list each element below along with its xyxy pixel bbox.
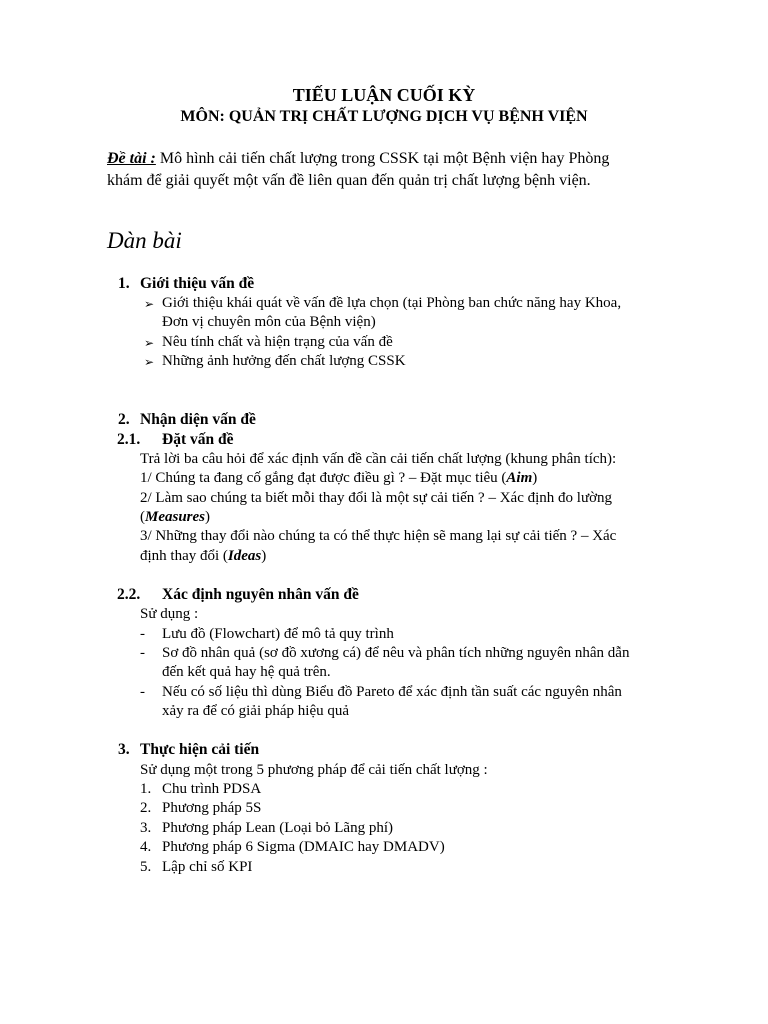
- list-item: [140, 819, 393, 839]
- list-item: [140, 838, 445, 858]
- s22-item-3: Nếu có số liệu thì dùng Biểu đồ Pareto để xác định tần suất các nguyên nhân: [162, 684, 622, 700]
- list-item: [140, 780, 261, 800]
- section-2-2-title: Xác định nguyên nhân vấn đề: [162, 586, 359, 603]
- s22-item-3-cont: xảy ra để có giải pháp hiệu quả: [162, 703, 350, 719]
- s21-question-2: 2/ Làm sao chúng ta biết mỗi thay đổi là một sự cải tiến ? – Xác định đo lường: [140, 490, 613, 506]
- section-2-1-title: Đặt vấn đề: [162, 431, 234, 448]
- s21-q2-close: ): [205, 509, 211, 525]
- dash-marker: -: [140, 645, 145, 661]
- section-2-number: 2.: [118, 411, 130, 428]
- s22-intro: Sử dụng :: [140, 606, 199, 622]
- section-1-heading: [118, 275, 254, 293]
- list-item-number: 1.: [140, 781, 152, 797]
- document-title: TIẾU LUẬN CUỐI KỲ: [292, 85, 476, 105]
- section-1-number: 1.: [118, 275, 130, 292]
- section-2-2-number: 2.2.: [117, 586, 141, 603]
- s22-item-1: Lưu đồ (Flowchart) để mô tả quy trình: [162, 626, 394, 642]
- list-item: [140, 799, 261, 819]
- s21-question-3-cont: [140, 547, 266, 567]
- topic-line-2: khám để giải quyết một vấn đề liên quan đến quản trị chất lượng bệnh viện.: [107, 172, 591, 189]
- list-item-number: 4.: [140, 839, 152, 855]
- outline-heading: Dàn bài: [107, 228, 182, 253]
- s21-question-2-cont: [140, 508, 210, 528]
- s22-item-2: Sơ đồ nhân quả (sơ đồ xương cá) để nêu và phân tích những nguyên nhân dẫn: [162, 645, 630, 661]
- s3-intro: Sử dụng một trong 5 phương pháp để cải tiến chất lượng :: [140, 762, 488, 778]
- list-item-number: 3.: [140, 820, 152, 836]
- s1-bullet-1: Giới thiệu khái quát về vấn đề lựa chọn (tại Phòng ban chức năng hay Khoa,: [162, 295, 622, 311]
- s21-q2-open: (: [140, 509, 145, 525]
- list-item-text: Phương pháp 6 Sigma (DMAIC hay DMADV): [162, 839, 445, 855]
- s1-bullet-1-cont: Đơn vị chuyên môn của Bệnh viện): [162, 314, 376, 330]
- s21-question-1: [140, 469, 537, 489]
- s1-bullet-3: Những ảnh hưởng đến chất lượng CSSK: [162, 353, 406, 369]
- list-item-text: Lập chỉ số KPI: [162, 859, 253, 875]
- s21-intro: Trả lời ba câu hỏi để xác định vấn đề cần cải tiến chất lượng (khung phân tích):: [140, 451, 617, 467]
- s21-question-3: 3/ Những thay đổi nào chúng ta có thể thực hiện sẽ mang lại sự cải tiến ? – Xác: [140, 528, 617, 544]
- s21-q3-emphasis: Ideas: [227, 548, 262, 564]
- section-3-heading: [118, 741, 259, 759]
- s21-q3-text: định thay đổi (: [140, 548, 228, 564]
- s21-q3-close: ): [261, 548, 267, 564]
- section-2-title: Nhận diện vấn đề: [140, 411, 256, 428]
- list-item-text: Chu trình PDSA: [162, 781, 262, 797]
- list-item-number: 2.: [140, 800, 152, 816]
- topic-text-1: Mô hình cải tiến chất lượng trong CSSK tại một Bệnh viện hay Phòng: [155, 150, 610, 167]
- list-item: [140, 858, 252, 878]
- section-3-title: Thực hiện cải tiến: [140, 741, 260, 758]
- list-item-text: Phương pháp Lean (Loại bỏ Lãng phí): [162, 820, 394, 836]
- bullet-arrow-icon: ➢: [144, 355, 155, 369]
- s21-q1-text: 1/ Chúng ta đang cố gắng đạt được điều gì ? – Đặt mục tiêu (: [140, 470, 507, 486]
- topic-label: Đề tài :: [107, 150, 156, 167]
- s22-item-2-cont: đến kết quả hay hệ quả trên.: [162, 664, 331, 680]
- dash-marker: -: [140, 684, 145, 700]
- s21-q2-emphasis: Measures: [145, 509, 206, 525]
- section-1-title: Giới thiệu vấn đề: [140, 275, 255, 292]
- topic-line-1: [107, 148, 609, 170]
- section-2-1-number: 2.1.: [117, 431, 141, 448]
- section-2-2-heading: [117, 586, 359, 604]
- list-item-text: Phương pháp 5S: [162, 800, 262, 816]
- section-2-heading: [118, 411, 256, 429]
- section-3-number: 3.: [118, 741, 130, 758]
- document-subtitle: MÔN: QUẢN TRỊ CHẤT LƯỢNG DỊCH VỤ BỆNH VIỆN: [180, 108, 588, 125]
- s21-q1-emphasis: Aim: [506, 470, 533, 486]
- s21-q1-close: ): [532, 470, 538, 486]
- list-item-number: 5.: [140, 859, 152, 875]
- section-2-1-heading: [117, 431, 233, 449]
- bullet-arrow-icon: ➢: [144, 336, 155, 350]
- s1-bullet-2: Nêu tính chất và hiện trạng của vấn đề: [162, 334, 393, 350]
- bullet-arrow-icon: ➢: [144, 297, 155, 311]
- dash-marker: -: [140, 626, 145, 642]
